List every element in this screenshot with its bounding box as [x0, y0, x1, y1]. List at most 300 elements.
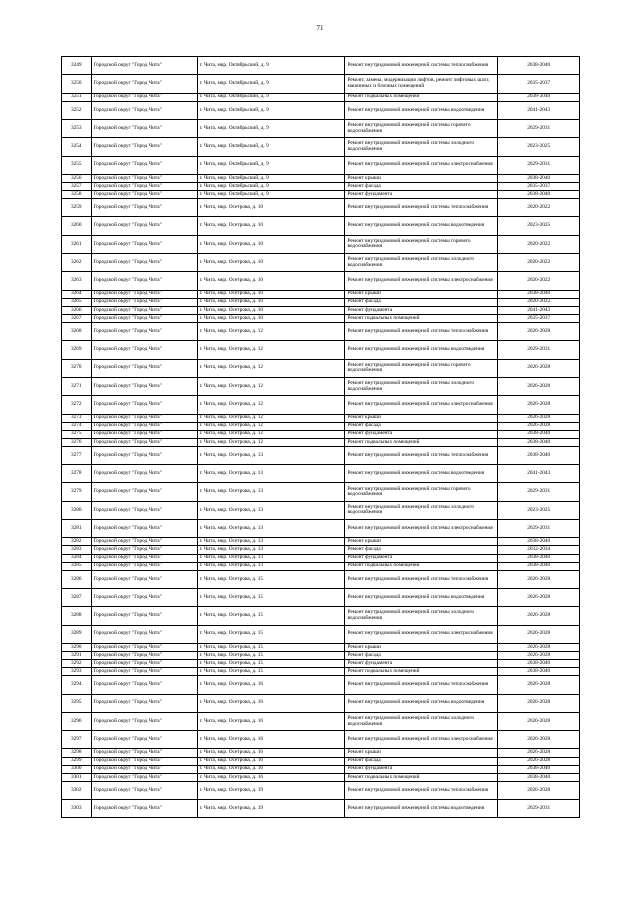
- work-type-cell: Ремонт подвальных помещений: [345, 773, 498, 781]
- table-row: [62, 314, 580, 322]
- period-cell: 2023-2025: [498, 138, 580, 156]
- row-number: 3267: [62, 314, 92, 322]
- address-cell: г. Чита, мкр. Октябрьский, д. 9: [197, 93, 345, 101]
- row-number: 3296: [62, 712, 92, 730]
- address-cell: г. Чита, мкр. Осетрова, д. 10: [197, 254, 345, 272]
- table-row: [62, 546, 580, 554]
- municipality-cell: Городской округ "Город Чита": [91, 538, 197, 546]
- period-cell: 2020-2022: [498, 235, 580, 253]
- period-cell: 2026-2028: [498, 607, 580, 625]
- period-cell: 2038-2040: [498, 191, 580, 199]
- address-cell: г. Чита, мкр. Осетрова, д. 12: [197, 430, 345, 438]
- table-row: [62, 217, 580, 235]
- work-type-cell: Ремонт внутридомовой инженерной системы водоотведения: [345, 217, 498, 235]
- table-row: [62, 359, 580, 377]
- row-number: 3275: [62, 430, 92, 438]
- table-row: [62, 290, 580, 298]
- table-body: [62, 57, 580, 818]
- municipality-cell: Городской округ "Город Чита": [91, 422, 197, 430]
- address-cell: г. Чита, мкр. Осетрова, д. 15: [197, 660, 345, 668]
- work-type-cell: Ремонт внутридомовой инженерной системы горячего водоснабжения: [345, 359, 498, 377]
- row-number: 3261: [62, 235, 92, 253]
- municipality-cell: Городской округ "Город Чита": [91, 290, 197, 298]
- address-cell: г. Чита, мкр. Осетрова, д. 10: [197, 235, 345, 253]
- work-type-cell: Ремонт крыши: [345, 643, 498, 651]
- municipality-cell: Городской округ "Город Чита": [91, 341, 197, 359]
- table-row: [62, 199, 580, 217]
- table-row: [62, 554, 580, 562]
- period-cell: 2023-2025: [498, 501, 580, 519]
- row-number: 3277: [62, 446, 92, 464]
- work-type-cell: Ремонт, замена, модернизация лифтов, ремонт лифтовых шахт, машинных и блочных помещений: [345, 75, 498, 93]
- table-row: [62, 712, 580, 730]
- municipality-cell: Городской округ "Город Чита": [91, 652, 197, 660]
- row-number: 3288: [62, 607, 92, 625]
- row-number: 3276: [62, 438, 92, 446]
- address-cell: г. Чита, мкр. Осетрова, д. 15: [197, 652, 345, 660]
- municipality-cell: Городской округ "Город Чита": [91, 314, 197, 322]
- address-cell: г. Чита, мкр. Осетрова, д. 15: [197, 668, 345, 676]
- address-cell: г. Чита, мкр. Осетрова, д. 15: [197, 625, 345, 643]
- table-row: [62, 298, 580, 306]
- row-number: 3282: [62, 538, 92, 546]
- municipality-cell: Городской округ "Город Чита": [91, 438, 197, 446]
- work-type-cell: Ремонт фасада: [345, 298, 498, 306]
- municipality-cell: Городской округ "Город Чита": [91, 546, 197, 554]
- municipality-cell: Городской округ "Город Чита": [91, 191, 197, 199]
- table-row: [62, 75, 580, 93]
- row-number: 3301: [62, 773, 92, 781]
- period-cell: 2026-2028: [498, 359, 580, 377]
- period-cell: 2023-2025: [498, 217, 580, 235]
- address-cell: г. Чита, мкр. Осетрова, д. 10: [197, 272, 345, 290]
- row-number: 3260: [62, 217, 92, 235]
- address-cell: г. Чита, мкр. Осетрова, д. 10: [197, 298, 345, 306]
- table-row: [62, 377, 580, 395]
- table-row: [62, 520, 580, 538]
- row-number: 3284: [62, 554, 92, 562]
- municipality-cell: Городской округ "Город Чита": [91, 781, 197, 799]
- municipality-cell: Городской округ "Город Чита": [91, 414, 197, 422]
- work-type-cell: Ремонт внутридомовой инженерной системы теплоснабжения: [345, 323, 498, 341]
- period-cell: 2026-2028: [498, 652, 580, 660]
- period-cell: 2026-2028: [498, 676, 580, 694]
- table-row: [62, 562, 580, 570]
- period-cell: 2026-2028: [498, 781, 580, 799]
- address-cell: г. Чита, мкр. Октябрьский, д. 9: [197, 191, 345, 199]
- municipality-cell: Городской округ "Город Чита": [91, 501, 197, 519]
- address-cell: г. Чита, мкр. Осетрова, д. 16: [197, 765, 345, 773]
- row-number: 3262: [62, 254, 92, 272]
- address-cell: г. Чита, мкр. Осетрова, д. 13: [197, 554, 345, 562]
- period-cell: 2020-2022: [498, 254, 580, 272]
- period-cell: 2026-2028: [498, 625, 580, 643]
- period-cell: 2038-2040: [498, 562, 580, 570]
- address-cell: г. Чита, мкр. Осетрова, д. 16: [197, 757, 345, 765]
- period-cell: 2038-2040: [498, 430, 580, 438]
- table-row: [62, 660, 580, 668]
- row-number: 3303: [62, 800, 92, 818]
- work-type-cell: Ремонт фасада: [345, 422, 498, 430]
- table-row: [62, 422, 580, 430]
- municipality-cell: Городской округ "Город Чита": [91, 773, 197, 781]
- table-row: [62, 607, 580, 625]
- address-cell: г. Чита, мкр. Осетрова, д. 13: [197, 546, 345, 554]
- address-cell: г. Чита, мкр. Осетрова, д. 12: [197, 438, 345, 446]
- address-cell: г. Чита, мкр. Осетрова, д. 15: [197, 643, 345, 651]
- address-cell: г. Чита, мкр. Осетрова, д. 13: [197, 465, 345, 483]
- address-cell: г. Чита, мкр. Осетрова, д. 13: [197, 483, 345, 501]
- period-cell: 2041-2043: [498, 465, 580, 483]
- address-cell: г. Чита, мкр. Октябрьский, д. 9: [197, 156, 345, 174]
- table-row: [62, 465, 580, 483]
- table-row: [62, 191, 580, 199]
- municipality-cell: Городской округ "Город Чита": [91, 465, 197, 483]
- row-number: 3271: [62, 377, 92, 395]
- work-type-cell: Ремонт внутридомовой инженерной системы теплоснабжения: [345, 57, 498, 75]
- table-row: [62, 138, 580, 156]
- period-cell: 2026-2028: [498, 396, 580, 414]
- address-cell: г. Чита, мкр. Октябрьский, д. 9: [197, 138, 345, 156]
- municipality-cell: Городской округ "Город Чита": [91, 306, 197, 314]
- municipality-cell: Городской округ "Город Чита": [91, 101, 197, 119]
- row-number: 3272: [62, 396, 92, 414]
- work-type-cell: Ремонт фасада: [345, 546, 498, 554]
- work-type-cell: Ремонт фундамента: [345, 430, 498, 438]
- address-cell: г. Чита, мкр. Осетрова, д. 15: [197, 589, 345, 607]
- row-number: 3280: [62, 501, 92, 519]
- period-cell: 2038-2040: [498, 660, 580, 668]
- municipality-cell: Городской округ "Город Чита": [91, 254, 197, 272]
- table-row: [62, 749, 580, 757]
- period-cell: 2038-2040: [498, 773, 580, 781]
- period-cell: 2029-2031: [498, 483, 580, 501]
- work-type-cell: Ремонт внутридомовой инженерной системы горячего водоснабжения: [345, 483, 498, 501]
- row-number: 3268: [62, 323, 92, 341]
- table-row: [62, 694, 580, 712]
- period-cell: 2038-2040: [498, 446, 580, 464]
- municipality-cell: Городской округ "Город Чита": [91, 607, 197, 625]
- table-row: [62, 643, 580, 651]
- address-cell: г. Чита, мкр. Осетрова, д. 19: [197, 781, 345, 799]
- table-row: [62, 765, 580, 773]
- period-cell: 2026-2028: [498, 570, 580, 588]
- table-row: [62, 430, 580, 438]
- address-cell: г. Чита, мкр. Осетрова, д. 10: [197, 306, 345, 314]
- work-type-cell: Ремонт внутридомовой инженерной системы теплоснабжения: [345, 676, 498, 694]
- table-row: [62, 501, 580, 519]
- period-cell: 2029-2031: [498, 156, 580, 174]
- address-cell: г. Чита, мкр. Осетрова, д. 16: [197, 731, 345, 749]
- work-type-cell: Ремонт внутридомовой инженерной системы теплоснабжения: [345, 446, 498, 464]
- municipality-cell: Городской округ "Город Чита": [91, 57, 197, 75]
- table-row: [62, 446, 580, 464]
- address-cell: г. Чита, мкр. Осетрова, д. 10: [197, 199, 345, 217]
- row-number: 3285: [62, 562, 92, 570]
- row-number: 3281: [62, 520, 92, 538]
- table-row: [62, 781, 580, 799]
- row-number: 3286: [62, 570, 92, 588]
- municipality-cell: Городской округ "Город Чита": [91, 694, 197, 712]
- period-cell: 2029-2031: [498, 800, 580, 818]
- table-row: [62, 589, 580, 607]
- address-cell: г. Чита, мкр. Осетрова, д. 16: [197, 694, 345, 712]
- period-cell: 2026-2028: [498, 712, 580, 730]
- work-type-cell: Ремонт подвальных помещений: [345, 438, 498, 446]
- period-cell: 2041-2043: [498, 306, 580, 314]
- municipality-cell: Городской округ "Город Чита": [91, 272, 197, 290]
- period-cell: 2035-2037: [498, 314, 580, 322]
- work-type-cell: Ремонт крыши: [345, 538, 498, 546]
- row-number: 3278: [62, 465, 92, 483]
- municipality-cell: Городской округ "Город Чита": [91, 660, 197, 668]
- municipality-cell: Городской округ "Город Чита": [91, 93, 197, 101]
- address-cell: г. Чита, мкр. Осетрова, д. 12: [197, 359, 345, 377]
- work-type-cell: Ремонт крыши: [345, 414, 498, 422]
- address-cell: г. Чита, мкр. Осетрова, д. 16: [197, 773, 345, 781]
- work-type-cell: Ремонт внутридомовой инженерной системы электроснабжения: [345, 520, 498, 538]
- work-type-cell: Ремонт фасада: [345, 757, 498, 765]
- period-cell: 2026-2028: [498, 694, 580, 712]
- table-row: [62, 254, 580, 272]
- work-type-cell: Ремонт внутридомовой инженерной системы электроснабжения: [345, 272, 498, 290]
- period-cell: 2026-2028: [498, 757, 580, 765]
- row-number: 3252: [62, 101, 92, 119]
- row-number: 3259: [62, 199, 92, 217]
- period-cell: 2038-2040: [498, 93, 580, 101]
- work-type-cell: Ремонт крыши: [345, 290, 498, 298]
- table-row: [62, 119, 580, 137]
- work-type-cell: Ремонт внутридомовой инженерной системы электроснабжения: [345, 625, 498, 643]
- work-type-cell: Ремонт подвальных помещений: [345, 562, 498, 570]
- address-cell: г. Чита, мкр. Октябрьский, д. 9: [197, 182, 345, 190]
- municipality-cell: Городской округ "Город Чита": [91, 731, 197, 749]
- row-number: 3254: [62, 138, 92, 156]
- work-type-cell: Ремонт внутридомовой инженерной системы водоотведения: [345, 341, 498, 359]
- municipality-cell: Городской округ "Город Чита": [91, 643, 197, 651]
- page-number: 71: [316, 24, 324, 32]
- work-type-cell: Ремонт внутридомовой инженерной системы теплоснабжения: [345, 781, 498, 799]
- period-cell: 2029-2031: [498, 341, 580, 359]
- work-type-cell: Ремонт внутридомовой инженерной системы водоотведения: [345, 694, 498, 712]
- period-cell: 2038-2040: [498, 174, 580, 182]
- repair-schedule-table: [61, 56, 580, 818]
- address-cell: г. Чита, мкр. Октябрьский, д. 9: [197, 174, 345, 182]
- address-cell: г. Чита, мкр. Осетрова, д. 15: [197, 570, 345, 588]
- table-row: [62, 156, 580, 174]
- municipality-cell: Городской округ "Город Чита": [91, 217, 197, 235]
- address-cell: г. Чита, мкр. Осетрова, д. 13: [197, 501, 345, 519]
- period-cell: 2026-2028: [498, 377, 580, 395]
- period-cell: 2035-2037: [498, 75, 580, 93]
- address-cell: г. Чита, мкр. Осетрова, д. 12: [197, 396, 345, 414]
- work-type-cell: Ремонт внутридомовой инженерной системы теплоснабжения: [345, 570, 498, 588]
- municipality-cell: Городской округ "Город Чита": [91, 119, 197, 137]
- period-cell: 2026-2028: [498, 589, 580, 607]
- table-row: [62, 668, 580, 676]
- work-type-cell: Ремонт фасада: [345, 182, 498, 190]
- row-number: 3255: [62, 156, 92, 174]
- work-type-cell: Ремонт внутридомовой инженерной системы холодного водоснабжения: [345, 501, 498, 519]
- municipality-cell: Городской округ "Город Чита": [91, 377, 197, 395]
- row-number: 3289: [62, 625, 92, 643]
- period-cell: 2026-2028: [498, 323, 580, 341]
- work-type-cell: Ремонт подвальных помещений: [345, 668, 498, 676]
- municipality-cell: Городской округ "Город Чита": [91, 298, 197, 306]
- table-row: [62, 323, 580, 341]
- table-row: [62, 757, 580, 765]
- municipality-cell: Городской округ "Город Чита": [91, 430, 197, 438]
- municipality-cell: Городской округ "Город Чита": [91, 757, 197, 765]
- work-type-cell: Ремонт фундамента: [345, 191, 498, 199]
- table-row: [62, 676, 580, 694]
- municipality-cell: Городской округ "Город Чита": [91, 589, 197, 607]
- work-type-cell: Ремонт крыши: [345, 174, 498, 182]
- municipality-cell: Городской округ "Город Чита": [91, 156, 197, 174]
- table-row: [62, 414, 580, 422]
- municipality-cell: Городской округ "Город Чита": [91, 199, 197, 217]
- work-type-cell: Ремонт фундамента: [345, 306, 498, 314]
- work-type-cell: Ремонт внутридомовой инженерной системы водоотведения: [345, 465, 498, 483]
- work-type-cell: Ремонт фундамента: [345, 554, 498, 562]
- row-number: 3258: [62, 191, 92, 199]
- address-cell: г. Чита, мкр. Осетрова, д. 10: [197, 290, 345, 298]
- table-row: [62, 306, 580, 314]
- period-cell: 2038-2040: [498, 765, 580, 773]
- row-number: 3249: [62, 57, 92, 75]
- table-row: [62, 182, 580, 190]
- work-type-cell: Ремонт внутридомовой инженерной системы горячего водоснабжения: [345, 235, 498, 253]
- row-number: 3270: [62, 359, 92, 377]
- row-number: 3273: [62, 414, 92, 422]
- row-number: 3269: [62, 341, 92, 359]
- row-number: 3293: [62, 668, 92, 676]
- address-cell: г. Чита, мкр. Осетрова, д. 16: [197, 676, 345, 694]
- work-type-cell: Ремонт внутридомовой инженерной системы водоотведения: [345, 101, 498, 119]
- work-type-cell: Ремонт внутридомовой инженерной системы холодного водоснабжения: [345, 712, 498, 730]
- work-type-cell: Ремонт внутридомовой инженерной системы теплоснабжения: [345, 199, 498, 217]
- municipality-cell: Городской округ "Город Чита": [91, 359, 197, 377]
- row-number: 3287: [62, 589, 92, 607]
- work-type-cell: Ремонт внутридомовой инженерной системы холодного водоснабжения: [345, 254, 498, 272]
- row-number: 3300: [62, 765, 92, 773]
- work-type-cell: Ремонт фасада: [345, 652, 498, 660]
- address-cell: г. Чита, мкр. Октябрьский, д. 9: [197, 101, 345, 119]
- municipality-cell: Городской округ "Город Чита": [91, 446, 197, 464]
- row-number: 3299: [62, 757, 92, 765]
- municipality-cell: Городской округ "Город Чита": [91, 75, 197, 93]
- table-row: [62, 800, 580, 818]
- municipality-cell: Городской округ "Город Чита": [91, 800, 197, 818]
- work-type-cell: Ремонт фундамента: [345, 765, 498, 773]
- address-cell: г. Чита, мкр. Октябрьский, д. 9: [197, 119, 345, 137]
- row-number: 3253: [62, 119, 92, 137]
- row-number: 3274: [62, 422, 92, 430]
- row-number: 3279: [62, 483, 92, 501]
- table-row: [62, 93, 580, 101]
- table-row: [62, 174, 580, 182]
- municipality-cell: Городской округ "Город Чита": [91, 570, 197, 588]
- municipality-cell: Городской округ "Город Чита": [91, 562, 197, 570]
- period-cell: 2038-2040: [498, 438, 580, 446]
- period-cell: 2026-2028: [498, 422, 580, 430]
- table-row: [62, 235, 580, 253]
- address-cell: г. Чита, мкр. Осетрова, д. 12: [197, 323, 345, 341]
- work-type-cell: Ремонт внутридомовой инженерной системы электроснабжения: [345, 156, 498, 174]
- period-cell: 2041-2043: [498, 101, 580, 119]
- table-row: [62, 773, 580, 781]
- period-cell: 2032-2034: [498, 546, 580, 554]
- work-type-cell: Ремонт внутридомовой инженерной системы электроснабжения: [345, 731, 498, 749]
- row-number: 3292: [62, 660, 92, 668]
- period-cell: 2029-2031: [498, 520, 580, 538]
- municipality-cell: Городской округ "Город Чита": [91, 765, 197, 773]
- row-number: 3257: [62, 182, 92, 190]
- row-number: 3266: [62, 306, 92, 314]
- municipality-cell: Городской округ "Город Чита": [91, 625, 197, 643]
- row-number: 3251: [62, 93, 92, 101]
- table-row: [62, 625, 580, 643]
- municipality-cell: Городской округ "Город Чита": [91, 235, 197, 253]
- address-cell: г. Чита, мкр. Осетрова, д. 15: [197, 607, 345, 625]
- row-number: 3302: [62, 781, 92, 799]
- period-cell: 2029-2031: [498, 119, 580, 137]
- period-cell: 2026-2028: [498, 643, 580, 651]
- period-cell: 2020-2022: [498, 272, 580, 290]
- municipality-cell: Городской округ "Город Чита": [91, 396, 197, 414]
- row-number: 3263: [62, 272, 92, 290]
- address-cell: г. Чита, мкр. Осетрова, д. 13: [197, 520, 345, 538]
- table-row: [62, 272, 580, 290]
- row-number: 3250: [62, 75, 92, 93]
- work-type-cell: Ремонт внутридомовой инженерной системы холодного водоснабжения: [345, 138, 498, 156]
- row-number: 3294: [62, 676, 92, 694]
- address-cell: г. Чита, мкр. Осетрова, д. 16: [197, 749, 345, 757]
- period-cell: 2020-2022: [498, 199, 580, 217]
- municipality-cell: Городской округ "Город Чита": [91, 749, 197, 757]
- period-cell: 2038-2040: [498, 57, 580, 75]
- address-cell: г. Чита, мкр. Осетрова, д. 12: [197, 341, 345, 359]
- address-cell: г. Чита, мкр. Осетрова, д. 10: [197, 217, 345, 235]
- municipality-cell: Городской округ "Город Чита": [91, 554, 197, 562]
- work-type-cell: Ремонт фундамента: [345, 660, 498, 668]
- table-row: [62, 438, 580, 446]
- work-type-cell: Ремонт внутридомовой инженерной системы холодного водоснабжения: [345, 377, 498, 395]
- work-type-cell: Ремонт внутридомовой инженерной системы водоотведения: [345, 800, 498, 818]
- municipality-cell: Городской округ "Город Чита": [91, 712, 197, 730]
- row-number: 3298: [62, 749, 92, 757]
- work-type-cell: Ремонт подвальных помещений: [345, 93, 498, 101]
- table-row: [62, 731, 580, 749]
- address-cell: г. Чита, мкр. Осетрова, д. 12: [197, 414, 345, 422]
- work-type-cell: Ремонт внутридомовой инженерной системы водоотведения: [345, 589, 498, 607]
- row-number: 3264: [62, 290, 92, 298]
- row-number: 3283: [62, 546, 92, 554]
- row-number: 3291: [62, 652, 92, 660]
- period-cell: 2035-2037: [498, 182, 580, 190]
- address-cell: г. Чита, мкр. Осетрова, д. 12: [197, 377, 345, 395]
- address-cell: г. Чита, мкр. Октябрьский, д. 9: [197, 57, 345, 75]
- municipality-cell: Городской округ "Город Чита": [91, 668, 197, 676]
- work-type-cell: Ремонт подвальных помещений: [345, 314, 498, 322]
- address-cell: г. Чита, мкр. Осетрова, д. 13: [197, 446, 345, 464]
- table-row: [62, 570, 580, 588]
- address-cell: г. Чита, мкр. Осетрова, д. 16: [197, 712, 345, 730]
- row-number: 3295: [62, 694, 92, 712]
- municipality-cell: Городской округ "Город Чита": [91, 323, 197, 341]
- row-number: 3256: [62, 174, 92, 182]
- municipality-cell: Городской округ "Город Чита": [91, 174, 197, 182]
